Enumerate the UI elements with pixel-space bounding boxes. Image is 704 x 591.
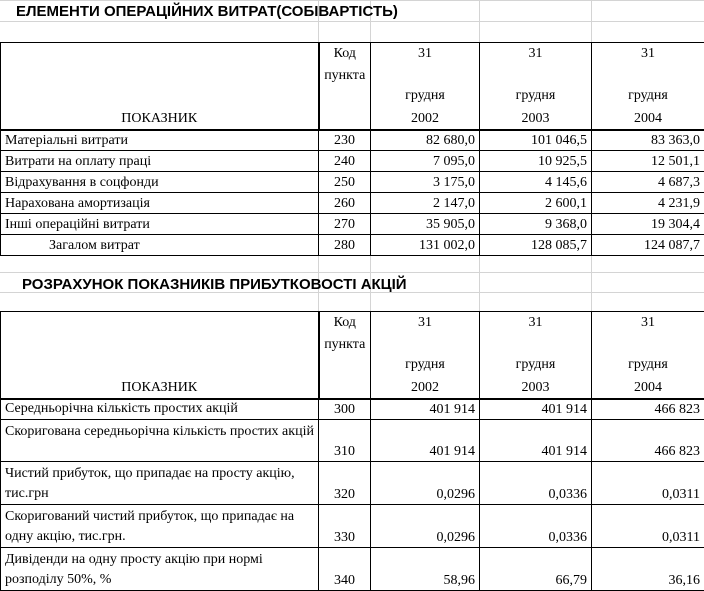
date-day: 31 [371,46,479,62]
table-row [1,505,704,548]
row-label: Відрахування в соцфонди [1,172,319,193]
date-month: грудня [592,88,704,104]
table-row [1,214,704,235]
table-row [1,399,704,420]
date-year: 2004 [592,380,704,396]
value-cell: 66,79 [480,548,592,591]
value-cell: 0,0336 [480,505,592,548]
table-row [1,172,704,193]
date-year: 2004 [592,111,704,127]
value-cell: 0,0296 [371,505,480,548]
date-month: грудня [371,357,479,373]
date-day: 31 [480,315,591,331]
value-cell: 401 914 [371,399,480,420]
value-cell: 131 002,0 [371,235,480,256]
value-cell: 0,0311 [592,462,704,505]
row-label: Середньорічна кількість простих акцій [1,399,319,420]
row-label: Витрати на оплату праці [1,151,319,172]
table-row [1,151,704,172]
date-year: 2003 [480,380,591,396]
row-label: Нарахована амортизація [1,193,319,214]
value-cell: 401 914 [480,420,592,462]
date-month: грудня [592,357,704,373]
date-year: 2002 [371,380,479,396]
date-year: 2002 [371,111,479,127]
code-header-cell [319,312,371,399]
date-header-2003 [480,43,592,130]
indicator-header: ПОКАЗНИК [1,111,318,127]
date-year: 2003 [480,111,591,127]
indicator-header-cell [1,312,319,399]
row-code: 250 [319,172,371,193]
row-label: Загалом витрат [1,235,319,256]
date-day: 31 [480,46,591,62]
value-cell: 12 501,1 [592,151,704,172]
date-header-2002 [371,312,480,399]
operating-costs-table [0,42,704,256]
table-row [1,420,704,462]
table-row [1,193,704,214]
row-code: 260 [319,193,371,214]
date-month: грудня [371,88,479,104]
date-day: 31 [592,315,704,331]
date-header-2004 [592,43,704,130]
table-row [1,548,704,591]
row-code: 310 [319,420,371,462]
value-cell: 4 687,3 [592,172,704,193]
value-cell: 82 680,0 [371,130,480,151]
value-cell: 0,0336 [480,462,592,505]
row-label: Скоригована середньорічна кількість простих акцій [1,420,319,462]
gridline [0,21,704,22]
value-cell: 0,0311 [592,505,704,548]
value-cell: 9 368,0 [480,214,592,235]
value-cell: 2 600,1 [480,193,592,214]
row-code: 340 [319,548,371,591]
value-cell: 35 905,0 [371,214,480,235]
value-cell: 101 046,5 [480,130,592,151]
value-cell: 466 823 [592,399,704,420]
indicator-header: ПОКАЗНИК [1,380,318,396]
date-header-2003 [480,312,592,399]
row-code: 320 [319,462,371,505]
table-row [1,462,704,505]
value-cell: 0,0296 [371,462,480,505]
section2-title: РОЗРАХУНОК ПОКАЗНИКІВ ПРИБУТКОВОСТІ АКЦІЙ [22,276,407,294]
value-cell: 4 145,6 [480,172,592,193]
code-header-cell [319,43,371,130]
row-label: Інші операційні витрати [1,214,319,235]
value-cell: 4 231,9 [592,193,704,214]
code-header-line1: Код [320,46,371,62]
header-row [1,43,704,130]
value-cell: 2 147,0 [371,193,480,214]
row-label: Скоригований чистий прибуток, що припадає на одну акцію, тис.грн. [1,505,319,548]
row-code: 330 [319,505,371,548]
code-header-line2: пункта [320,337,371,353]
value-cell: 36,16 [592,548,704,591]
gridline [0,272,704,273]
date-header-2004 [592,312,704,399]
row-label: Чистий прибуток, що припадає на просту акцію, тис.грн [1,462,319,505]
date-header-2002 [371,43,480,130]
value-cell: 401 914 [480,399,592,420]
value-cell: 466 823 [592,420,704,462]
share-profitability-table [0,311,704,591]
value-cell: 401 914 [371,420,480,462]
row-code: 270 [319,214,371,235]
row-label: Матеріальні витрати [1,130,319,151]
table-row [1,130,704,151]
value-cell: 124 087,7 [592,235,704,256]
gridline [0,0,704,1]
row-code: 240 [319,151,371,172]
header-row [1,312,704,399]
value-cell: 83 363,0 [592,130,704,151]
value-cell: 58,96 [371,548,480,591]
value-cell: 7 095,0 [371,151,480,172]
section1-title: ЕЛЕМЕНТИ ОПЕРАЦІЙНИХ ВИТРАТ(СОБІВАРТІСТЬ) [16,3,398,21]
row-code: 280 [319,235,371,256]
row-label: Дивіденди на одну просту акцію при нормі розподілу 50%, % [1,548,319,591]
date-month: грудня [480,357,591,373]
code-header-line1: Код [320,315,371,331]
date-day: 31 [371,315,479,331]
value-cell: 10 925,5 [480,151,592,172]
value-cell: 128 085,7 [480,235,592,256]
total-row [1,235,704,256]
row-code: 230 [319,130,371,151]
value-cell: 19 304,4 [592,214,704,235]
row-code: 300 [319,399,371,420]
value-cell: 3 175,0 [371,172,480,193]
code-header-line2: пункта [320,68,371,84]
date-day: 31 [592,46,704,62]
date-month: грудня [480,88,591,104]
indicator-header-cell [1,43,319,130]
